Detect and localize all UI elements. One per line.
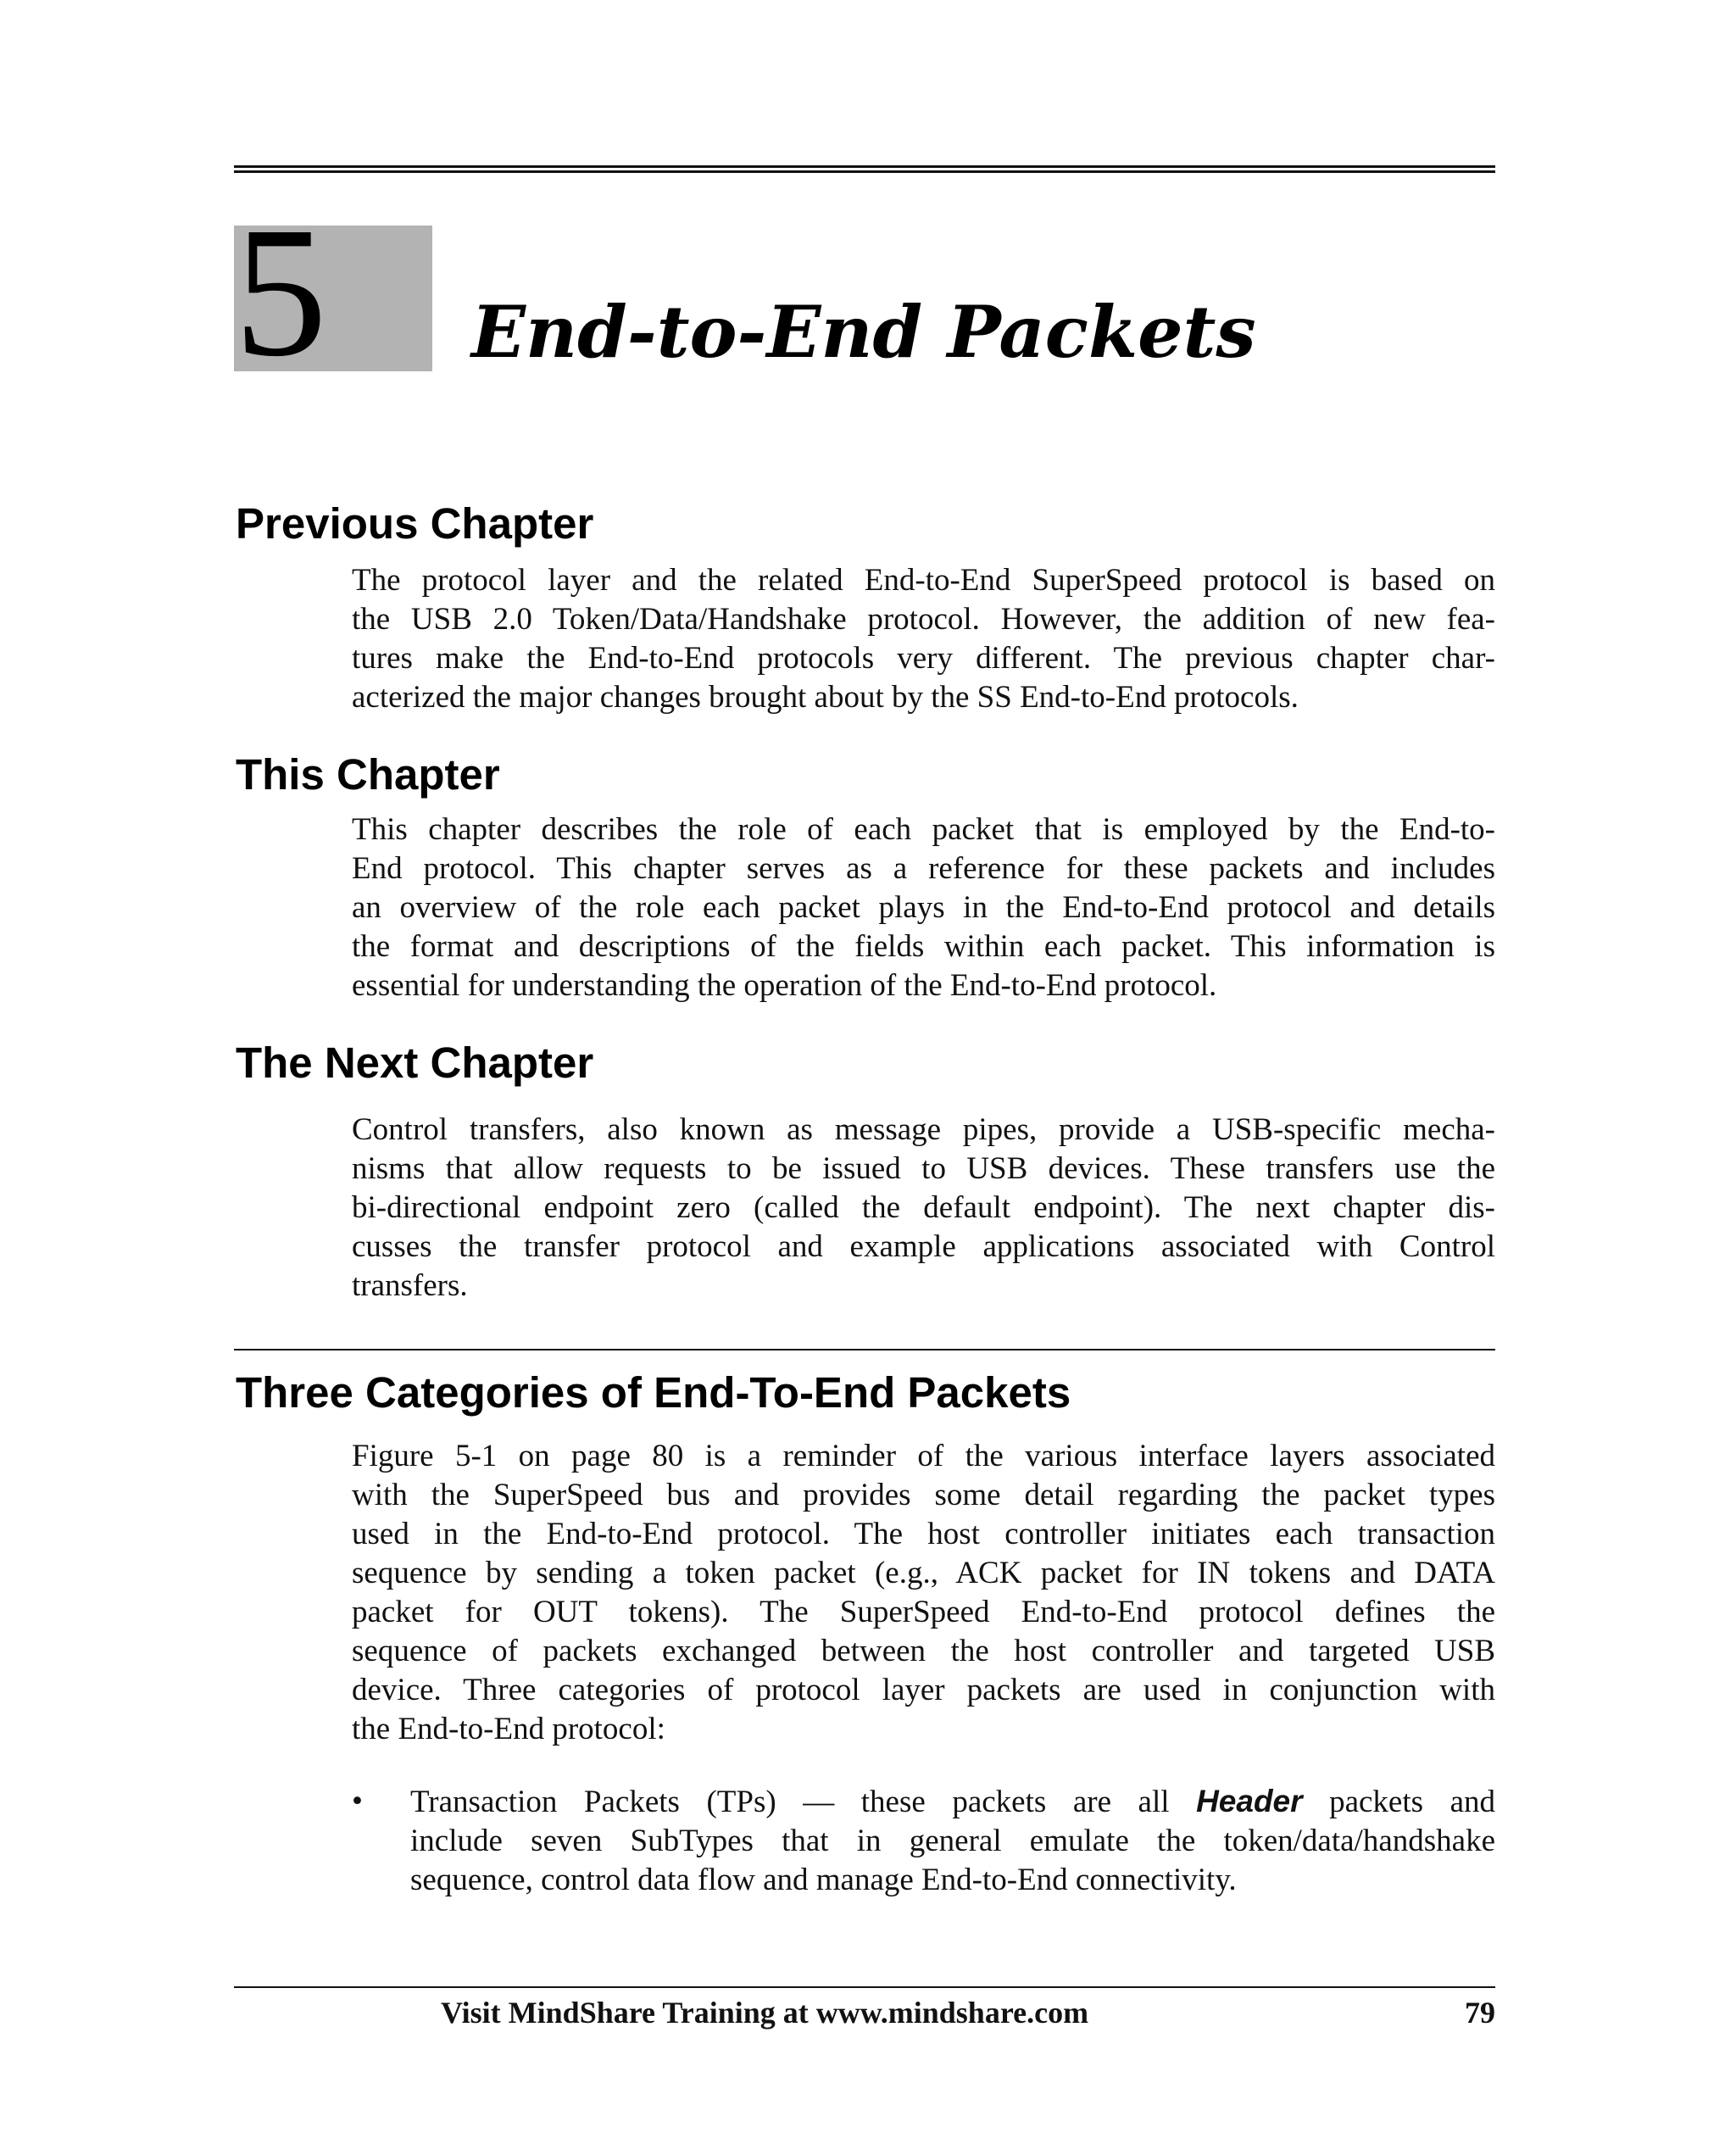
chapter-title: End-to-End Packets	[471, 290, 1256, 374]
bullet-marker: •	[352, 1784, 363, 1818]
paragraph-line: with the SuperSpeed bus and provides some detail regarding the packet types	[352, 1478, 1495, 1512]
section-divider-rule	[234, 1349, 1495, 1350]
footer-text: Visit MindShare Training at www.mindshare.com	[441, 1996, 1089, 2030]
chapter-number: 5	[234, 188, 327, 395]
bullet-text-after: packets and	[1302, 1785, 1495, 1819]
categories-paragraph	[352, 1437, 1495, 1749]
bullet-line: include seven SubTypes that in general emulate the token/data/handshake	[410, 1824, 1495, 1858]
previous-chapter-heading: Previous Chapter	[236, 499, 594, 548]
bullet-line: sequence, control data flow and manage End-to-End connectivity.	[410, 1863, 1237, 1897]
bullet-line	[410, 1782, 1495, 1822]
paragraph-line: End protocol. This chapter serves as a reference for these packets and includes	[352, 851, 1495, 886]
paragraph-line: acterized the major changes brought about by the SS End-to-End protocols.	[352, 680, 1299, 715]
paragraph-line: used in the End-to-End protocol. The host controller initiates each transaction	[352, 1517, 1495, 1551]
paragraph-line: Figure 5-1 on page 80 is a reminder of the various interface layers associated	[352, 1439, 1495, 1473]
paragraph-line: tures make the End-to-End protocols very different. The previous chapter char-	[352, 641, 1495, 676]
page-number: 79	[1465, 1996, 1495, 2030]
next-chapter-heading: The Next Chapter	[236, 1039, 594, 1087]
paragraph-line: sequence by sending a token packet (e.g., ACK packet for IN tokens and DATA	[352, 1556, 1495, 1590]
paragraph-line: the USB 2.0 Token/Data/Handshake protocol. However, the addition of new fea-	[352, 602, 1495, 637]
footer-rule	[234, 1986, 1495, 1988]
paragraph-line: Control transfers, also known as message pipes, provide a USB-specific mecha-	[352, 1112, 1495, 1147]
paragraph-line: the format and descriptions of the fields within each packet. This information is	[352, 929, 1495, 964]
paragraph-line: an overview of the role each packet plays in the End-to-End protocol and details	[352, 890, 1495, 925]
paragraph-line: This chapter describes the role of each packet that is employed by the End-to-	[352, 812, 1495, 847]
paragraph-line: nisms that allow requests to be issued to USB devices. These transfers use the	[352, 1151, 1495, 1186]
next-chapter-paragraph	[352, 1111, 1495, 1306]
paragraph-line: the End-to-End protocol:	[352, 1712, 665, 1746]
paragraph-line: transfers.	[352, 1268, 468, 1303]
header-emphasis: Header	[1196, 1784, 1303, 1818]
paragraph-line: packet for OUT tokens). The SuperSpeed End-to-End protocol defines the	[352, 1595, 1495, 1629]
paragraph-line: sequence of packets exchanged between the host controller and targeted USB	[352, 1634, 1495, 1668]
this-chapter-paragraph	[352, 810, 1495, 1005]
paragraph-line: cusses the transfer protocol and example applications associated with Control	[352, 1229, 1495, 1264]
paragraph-line: The protocol layer and the related End-to-End SuperSpeed protocol is based on	[352, 563, 1495, 598]
paragraph-line: bi-directional endpoint zero (called the default endpoint). The next chapter dis-	[352, 1190, 1495, 1225]
bullet-item-transaction-packets	[410, 1782, 1495, 1900]
this-chapter-heading: This Chapter	[236, 750, 500, 799]
previous-chapter-paragraph	[352, 561, 1495, 717]
paragraph-line: device. Three categories of protocol layer packets are used in conjunction with	[352, 1673, 1495, 1707]
categories-heading: Three Categories of End-To-End Packets	[236, 1368, 1071, 1417]
paragraph-line: essential for understanding the operation of the End-to-End protocol.	[352, 968, 1217, 1003]
top-double-rule	[234, 165, 1495, 173]
bullet-text-before: Transaction Packets (TPs) — these packets are all	[410, 1785, 1197, 1819]
